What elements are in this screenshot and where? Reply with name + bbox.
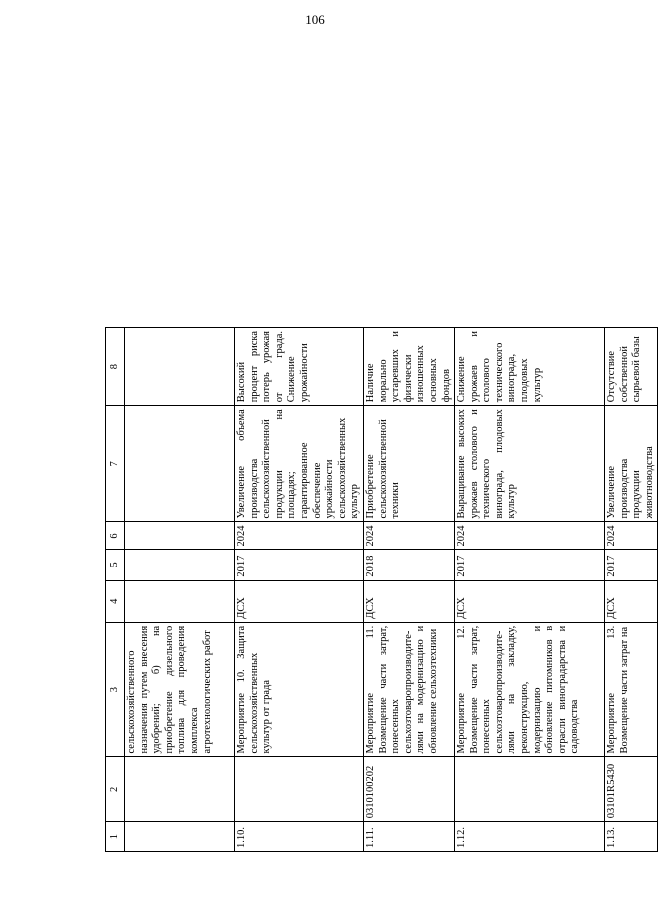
table-row bbox=[363, 328, 454, 852]
col-header-2: 2 bbox=[106, 757, 125, 822]
expected-result: Выращивание высоких урожаев столового и технического винограда, плодовых культур bbox=[455, 406, 605, 522]
budget-code bbox=[235, 757, 364, 822]
measure-name: Мероприятие 10. Защита сельскохозяйственных культур от града bbox=[235, 622, 364, 757]
risk-consequence: Снижение урожаев и столового технического винограда, плодовых культур bbox=[455, 328, 605, 406]
end-year: 2024 bbox=[235, 522, 364, 550]
expected-result bbox=[125, 406, 235, 522]
header-row bbox=[106, 328, 125, 852]
col-header-7: 7 bbox=[106, 406, 125, 522]
risk-consequence: Наличие морально устаревших и физически изношенных основных фондов bbox=[363, 328, 454, 406]
start-year: 2017 bbox=[235, 550, 364, 580]
executor: ДСХ bbox=[235, 580, 364, 622]
table-row bbox=[125, 328, 235, 852]
executor: ДСХ bbox=[455, 580, 605, 622]
measure-name: сельскохозяйственного назначения путем внесения удобрений; б) на приобретение дизельного топлива для проведения комплекса агротехнологических работ bbox=[125, 622, 235, 757]
page-number: 106 bbox=[305, 12, 325, 27]
risk-consequence: Высокий процент риска потерь урожая от града. Снижение урожайности bbox=[235, 328, 364, 406]
col-header-5: 5 bbox=[106, 550, 125, 580]
col-header-4: 4 bbox=[106, 580, 125, 622]
col-header-1: 1 bbox=[106, 822, 125, 852]
start-year: 2018 bbox=[363, 550, 454, 580]
risk-consequence bbox=[125, 328, 235, 406]
table-row bbox=[455, 328, 605, 852]
end-year: 2024 bbox=[455, 522, 605, 550]
start-year: 2017 bbox=[605, 550, 658, 580]
budget-code bbox=[455, 757, 605, 822]
row-number: 1.11. bbox=[363, 822, 454, 852]
table-row bbox=[605, 328, 658, 852]
expected-result: Увеличение объема производства сельскохозяйственной продукции на площадях; гарантированное обеспечение урожайности сельскохозяйственных культур bbox=[235, 406, 364, 522]
budget-code bbox=[125, 757, 235, 822]
executor: ДСХ bbox=[363, 580, 454, 622]
start-year: 2017 bbox=[455, 550, 605, 580]
measure-name: Мероприятие 13. Возмещение части затрат на bbox=[605, 622, 658, 757]
row-number bbox=[125, 822, 235, 852]
end-year: 2024 bbox=[363, 522, 454, 550]
expected-result: Приобретение сельскохозяйственной техники bbox=[363, 406, 454, 522]
col-header-3: 3 bbox=[106, 622, 125, 757]
budget-code: 03101R5430 bbox=[605, 757, 658, 822]
end-year: 2024 bbox=[605, 522, 658, 550]
row-number: 1.13. bbox=[605, 822, 658, 852]
measure-name: Мероприятие 11. Возмещение части затрат, понесенных сельхозтоваропроизводите-лями на модернизацию и обновление сельхозтехники bbox=[363, 622, 454, 757]
table-row bbox=[235, 328, 364, 852]
executor bbox=[125, 580, 235, 622]
budget-code: 0310100202 bbox=[363, 757, 454, 822]
end-year bbox=[125, 522, 235, 550]
risk-consequence: Отсутствие собственной сырьевой базы bbox=[605, 328, 658, 406]
executor: ДСХ bbox=[605, 580, 658, 622]
col-header-8: 8 bbox=[106, 328, 125, 406]
expected-result: Увеличение производства продукции животноводства bbox=[605, 406, 658, 522]
rotated-table-container bbox=[105, 327, 658, 852]
col-header-6: 6 bbox=[106, 522, 125, 550]
start-year bbox=[125, 550, 235, 580]
row-number: 1.12. bbox=[455, 822, 605, 852]
row-number: 1.10. bbox=[235, 822, 364, 852]
measure-name: Мероприятие 12. Возмещение части затрат, понесенных сельхозтоваропроизводите-лями на закладку, реконструкцию, модернизацию и обновление питомников в отрасли виноградарства и садоводства bbox=[455, 622, 605, 757]
measures-table bbox=[105, 327, 658, 852]
